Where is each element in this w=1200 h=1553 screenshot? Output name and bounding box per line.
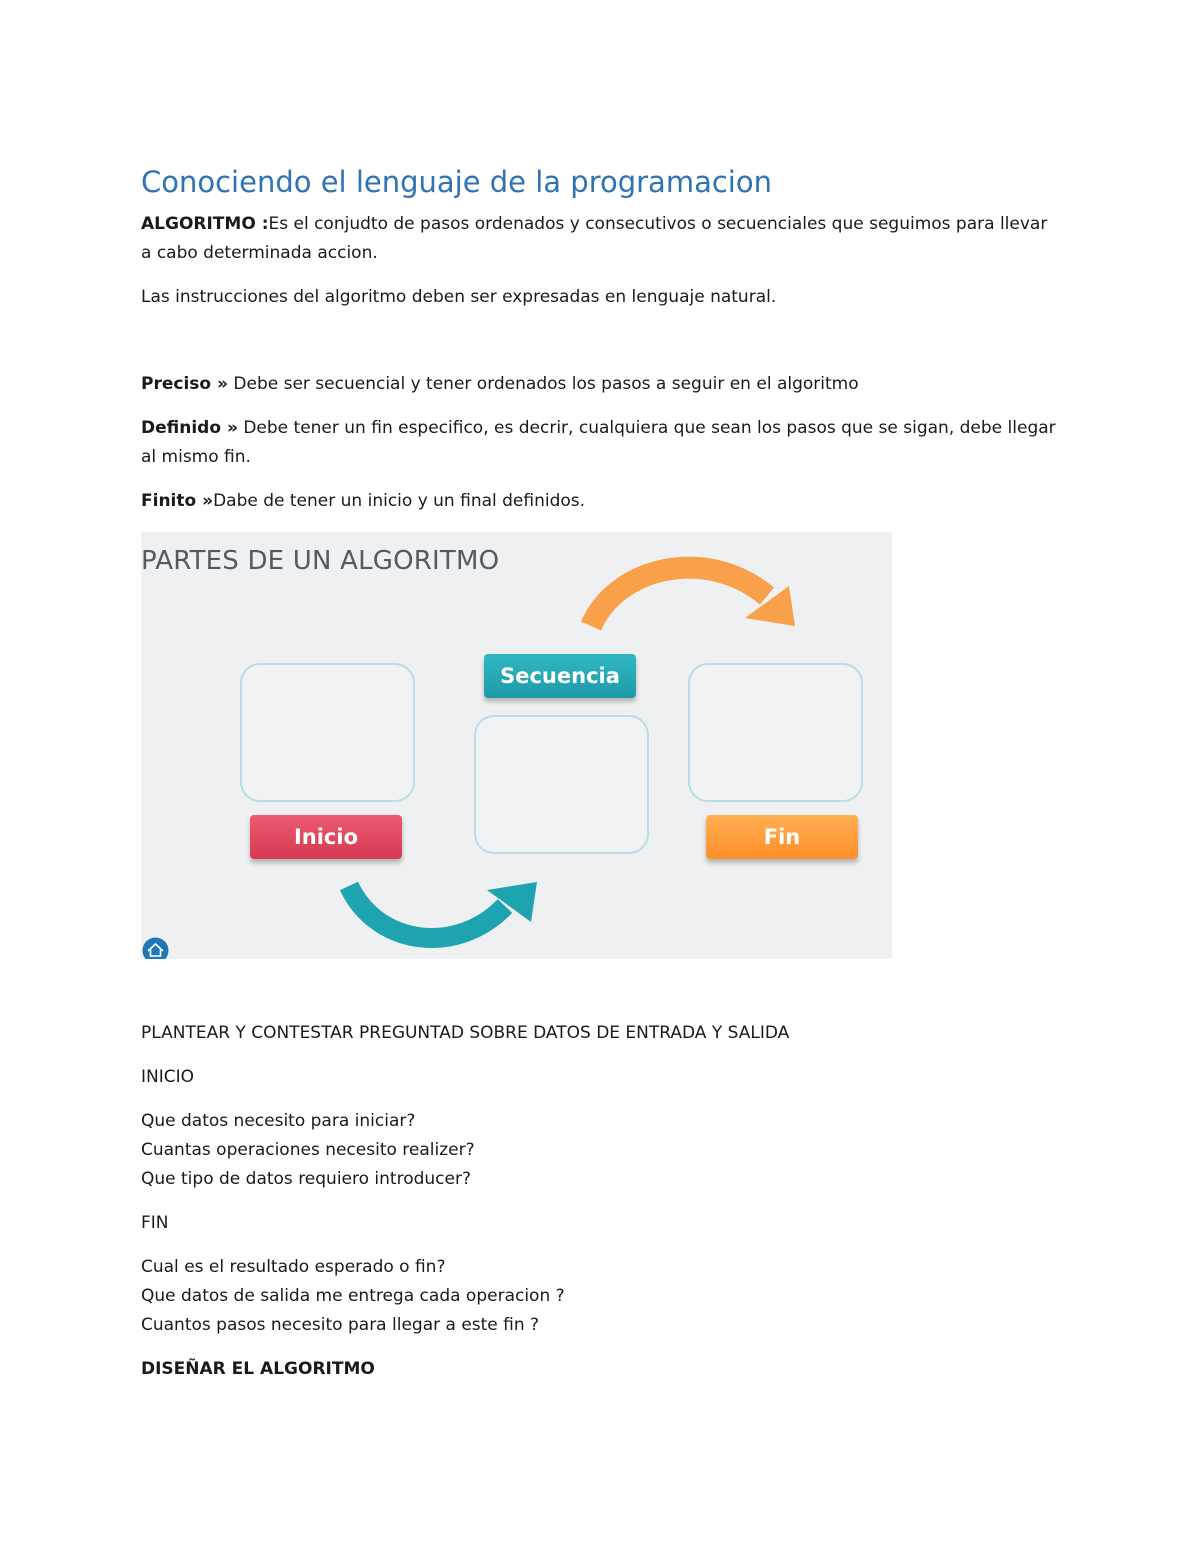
list-item: Que datos necesito para iniciar? [141, 1111, 416, 1131]
teal-arrow-icon [337, 876, 547, 959]
property-finito [141, 487, 1061, 516]
fin-label: Fin [706, 815, 858, 859]
algoritmo-text: Es el conjudto de pasos ordenados y consecutivos o secuenciales que seguimos para llevar a cabo determinada accion. [141, 214, 1048, 263]
inicio-box [240, 663, 415, 802]
secuencia-label: Secuencia [484, 654, 636, 698]
questions-header: PLANTEAR Y CONTESTAR PREGUNTAD SOBRE DATOS DE ENTRADA Y SALIDA [141, 1023, 790, 1043]
design-algorithm-heading [141, 1355, 1061, 1384]
property-definido [141, 414, 1061, 472]
algorithm-parts-diagram [141, 532, 892, 959]
list-item: Cual es el resultado esperado o fin? [141, 1257, 446, 1277]
inicio-section-label: INICIO [141, 1067, 195, 1087]
fin-section-label: FIN [141, 1213, 169, 1233]
fin-questions-list [141, 1253, 1061, 1340]
property-text: Dabe de tener un inicio y un final definidos. [213, 491, 586, 511]
property-preciso [141, 370, 1061, 399]
property-text: Debe ser secuencial y tener ordenados los pasos a seguir en el algoritmo [227, 374, 859, 394]
design-algorithm-label: DISEÑAR EL ALGORITMO [141, 1359, 375, 1379]
property-text: Debe tener un fin especifico, es decrir, cualquiera que sean los pasos que se sigan, debe llegar al mismo fin. [141, 418, 1056, 467]
property-label: Preciso » [141, 374, 228, 394]
list-item: Cuantas operaciones necesito realizer? [141, 1140, 475, 1160]
fin-box [688, 663, 863, 802]
document-page [141, 160, 1061, 1384]
list-item: Que datos de salida me entrega cada operacion ? [141, 1286, 565, 1306]
orange-arrow-icon [577, 546, 807, 646]
property-label: Finito » [141, 491, 214, 511]
list-item: Cuantos pasos necesito para llegar a este fin ? [141, 1315, 540, 1335]
home-icon [141, 936, 170, 959]
diagram-title: PARTES DE UN ALGORITMO [141, 546, 500, 576]
algoritmo-label: ALGORITMO : [141, 214, 269, 234]
algoritmo-definition [141, 210, 1061, 268]
inicio-questions-list [141, 1107, 1061, 1194]
property-label: Definido » [141, 418, 238, 438]
document-heading: Conociendo el lenguaje de la programacion [141, 165, 772, 199]
instrucciones-paragraph: Las instrucciones del algoritmo deben ser expresadas en lenguaje natural. [141, 287, 777, 307]
secuencia-box [474, 715, 649, 854]
inicio-label: Inicio [250, 815, 402, 859]
list-item: Que tipo de datos requiero introducer? [141, 1169, 471, 1189]
